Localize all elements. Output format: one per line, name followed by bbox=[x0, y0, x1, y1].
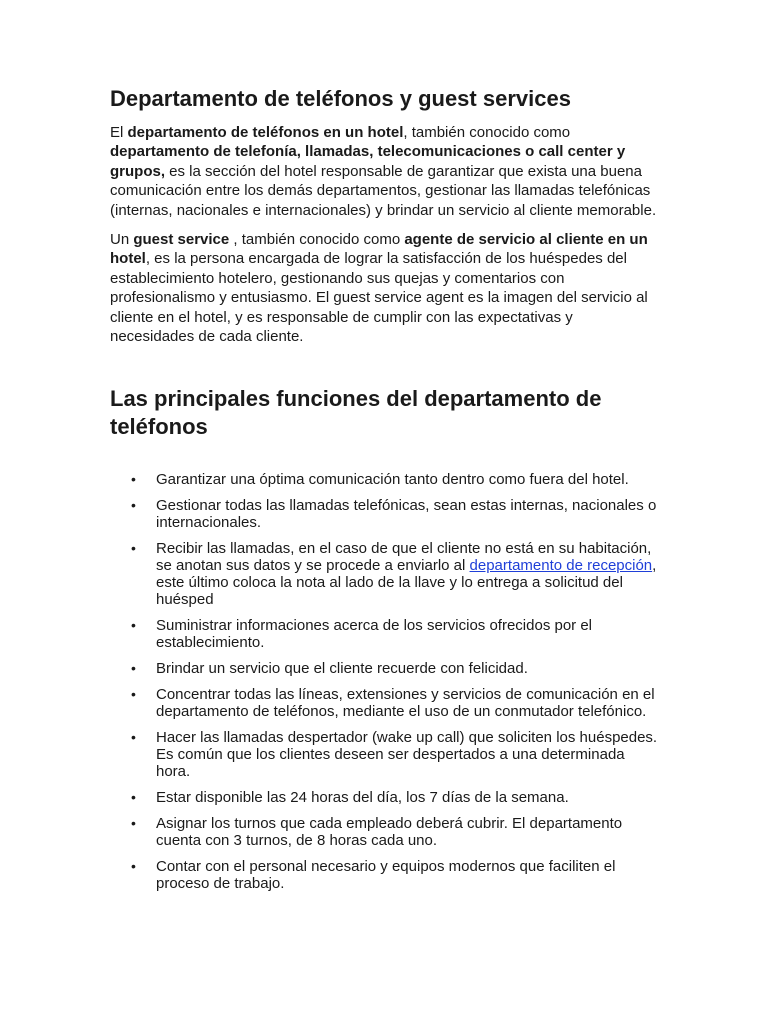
bullet-icon: • bbox=[131, 858, 136, 875]
bullet-icon: • bbox=[131, 815, 136, 832]
list-item-text: Gestionar todas las llamadas telefónicas, sean estas internas, nacionales o internacionales. bbox=[156, 497, 657, 532]
list-item bbox=[110, 686, 658, 720]
bullet-icon: • bbox=[131, 729, 136, 746]
list-item-text: Recibir las llamadas, en el caso de que el cliente no está en su habitación, se anotan sus datos y se procede a enviarlo al bbox=[156, 540, 652, 575]
list-item-text: Brindar un servicio que el cliente recuerde con felicidad. bbox=[156, 660, 528, 678]
text-run: , también conocido como bbox=[229, 231, 405, 249]
bullet-icon: • bbox=[131, 686, 136, 703]
bullet-icon: • bbox=[131, 540, 136, 557]
bold-term: agente de servicio al cliente en un hotel bbox=[110, 231, 648, 268]
list-item bbox=[110, 815, 658, 849]
text-run: El bbox=[110, 124, 128, 141]
list-item-text: Hacer las llamadas despertador (wake up call) que soliciten los huéspedes. Es común que los clientes deseen ser despertados a una determinada hora. bbox=[156, 729, 658, 781]
list-item bbox=[110, 729, 658, 780]
document-content bbox=[110, 86, 658, 901]
bold-term: departamento de teléfonos en un hotel bbox=[127, 124, 404, 141]
list-item-text: Garantizar una óptima comunicación tanto dentro como fuera del hotel. bbox=[156, 471, 629, 489]
bullet-icon: • bbox=[131, 497, 136, 514]
list-item-text: Suministrar informaciones acerca de los servicios ofrecidos por el establecimiento. bbox=[156, 617, 593, 652]
list-item-text: Asignar los turnos que cada empleado deberá cubrir. El departamento cuenta con 3 turnos, de 8 horas cada uno. bbox=[156, 815, 623, 850]
page-title: Departamento de teléfonos y guest services bbox=[110, 86, 571, 111]
bold-term: departamento de telefonía, llamadas, telecomunicaciones o call center y grupos, bbox=[110, 143, 626, 180]
list-item bbox=[110, 497, 658, 531]
intro-paragraph bbox=[110, 123, 658, 220]
list-item-text: Estar disponible las 24 horas del día, los 7 días de la semana. bbox=[156, 789, 569, 807]
guest-service-paragraph bbox=[110, 230, 658, 346]
list-item bbox=[110, 471, 658, 488]
list-item-text: Contar con el personal necesario y equipos modernos que faciliten el proceso de trabajo. bbox=[156, 858, 616, 893]
list-item bbox=[110, 789, 658, 806]
text-run: , es la persona encargada de lograr la satisfacción de los huéspedes del establecimiento hotelero, gestionando sus quejas y comentarios con profesionalismo y entusiasmo. El guest service agent es la imagen del servicio al cliente en el hotel, y es responsable de cumplir con las expectativas y necesidades de cada cliente. bbox=[110, 250, 648, 346]
list-item bbox=[110, 660, 658, 677]
section-heading: Las principales funciones del departamento de teléfonos bbox=[110, 386, 602, 440]
list-item bbox=[110, 540, 658, 608]
text-run: Un bbox=[110, 231, 134, 249]
text-run: , también conocido como bbox=[403, 124, 571, 141]
bullet-icon: • bbox=[131, 471, 136, 488]
functions-list bbox=[110, 471, 658, 892]
list-item bbox=[110, 858, 658, 892]
text-run: es la sección del hotel responsable de garantizar que exista una buena comunicación entre los demás departamentos, gestionar las llamadas telefónicas (internas, nacionales e internacionales) y brindar un servicio al cliente memorable. bbox=[110, 162, 657, 219]
list-item bbox=[110, 617, 658, 651]
list-item-text: Concentrar todas las líneas, extensiones y servicios de comunicación en el departamento de teléfonos, mediante el uso de un conmutador telefónico. bbox=[156, 686, 655, 721]
reception-department-link[interactable]: departamento de recepción bbox=[469, 557, 653, 575]
bullet-icon: • bbox=[131, 660, 136, 677]
bullet-icon: • bbox=[131, 617, 136, 634]
list-item-text: , este último coloca la nota al lado de la llave y lo entrega a solicitud del huésped bbox=[156, 557, 657, 609]
bold-term: guest service bbox=[133, 231, 230, 249]
bullet-icon: • bbox=[131, 789, 136, 806]
